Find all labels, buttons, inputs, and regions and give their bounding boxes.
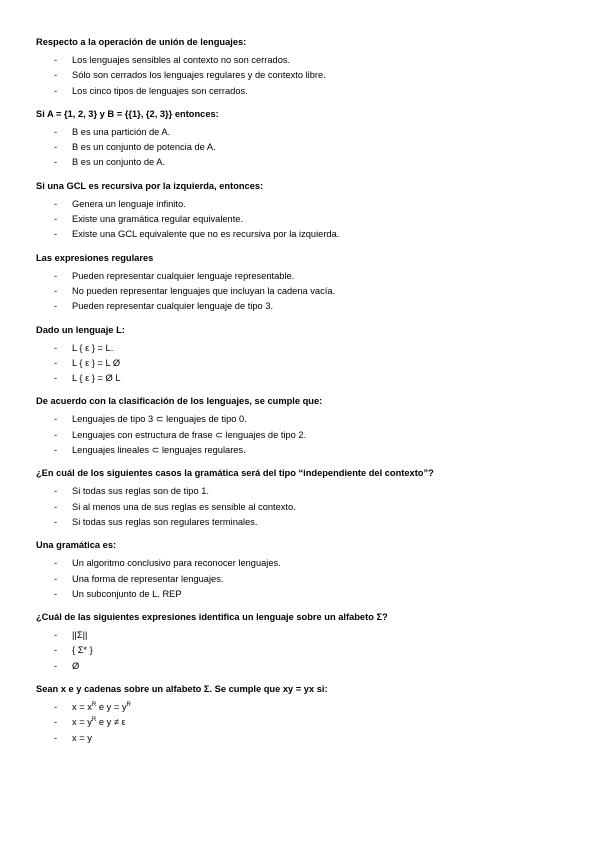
option-list	[36, 484, 576, 530]
option-item	[36, 700, 576, 715]
dash-bullet: -	[54, 229, 58, 240]
option-list	[36, 269, 576, 315]
question-block	[36, 539, 576, 602]
dash-bullet: -	[54, 630, 58, 641]
dash-bullet: -	[54, 429, 58, 440]
question-title: Si A = {1, 2, 3} y B = {{1}, {2, 3}} entonces:	[36, 108, 219, 119]
option-list	[36, 197, 576, 243]
option-item	[36, 643, 576, 658]
option-item	[36, 628, 576, 643]
option-item	[36, 484, 576, 499]
option-item	[36, 428, 576, 443]
dash-bullet: -	[54, 717, 58, 728]
option-item	[36, 731, 576, 746]
option-text: Lenguajes de tipo 3 ⊂ lenguajes de tipo 0.	[72, 414, 247, 425]
option-text: $x = y^R$ e y ≠ ε	[72, 717, 126, 728]
question-block	[36, 683, 576, 746]
option-list	[36, 53, 576, 99]
option-item	[36, 155, 576, 170]
option-text: $x = x^R$ e $y = y^R$	[72, 701, 131, 713]
question-title: Si una GCL es recursiva por la izquierda, entonces:	[36, 180, 264, 191]
option-item	[36, 84, 576, 99]
option-list	[36, 412, 576, 458]
option-item	[36, 68, 576, 83]
dash-bullet: -	[54, 645, 58, 656]
option-text: Ø	[72, 660, 80, 671]
dash-bullet: -	[54, 55, 58, 65]
option-item	[36, 140, 576, 155]
question-title: Las expresiones regulares	[36, 252, 154, 263]
option-item	[36, 125, 576, 140]
option-list	[36, 556, 576, 602]
option-item	[36, 556, 576, 571]
option-text: Si todas sus reglas son de tipo 1.	[72, 486, 209, 497]
option-item	[36, 53, 576, 68]
dash-bullet: -	[54, 285, 58, 296]
option-text: Lenguajes lineales ⊂ lenguajes regulares.	[72, 445, 246, 456]
option-text: Los cinco tipos de lenguajes son cerrados.	[72, 85, 248, 96]
dash-bullet: -	[54, 142, 58, 153]
dash-bullet: -	[54, 660, 58, 671]
option-text: Si todas sus reglas son regulares terminales.	[72, 516, 258, 527]
question-block	[36, 180, 576, 243]
question-block	[36, 395, 576, 458]
option-text: L { ε } = L.	[72, 342, 114, 353]
option-list	[36, 341, 576, 387]
dash-bullet: -	[54, 373, 58, 384]
option-text: Existe una gramática regular equivalente.	[72, 214, 244, 225]
question-title: ¿En cuál de los siguientes casos la gramática será del tipo “independiente del contexto”?	[36, 468, 434, 479]
option-item	[36, 284, 576, 299]
option-text: B es una partición de A.	[72, 126, 171, 137]
dash-bullet: -	[54, 126, 58, 137]
option-item	[36, 587, 576, 602]
dash-bullet: -	[54, 214, 58, 225]
dash-bullet: -	[54, 516, 58, 527]
option-item	[36, 515, 576, 530]
option-item	[36, 197, 576, 212]
option-text: Los lenguajes sensibles al contexto no son cerrados.	[72, 55, 291, 65]
option-text: Lenguajes con estructura de frase ⊂ lenguajes de tipo 2.	[72, 429, 307, 440]
dash-bullet: -	[54, 157, 58, 168]
option-item	[36, 412, 576, 427]
dash-bullet: -	[54, 270, 58, 281]
option-text: Si al menos una de sus reglas es sensible al contexto.	[72, 501, 296, 512]
option-item	[36, 227, 576, 242]
dash-bullet: -	[54, 357, 58, 368]
dash-bullet: -	[54, 70, 58, 81]
option-text: Un subconjunto de L. REP	[72, 588, 182, 599]
dash-bullet: -	[54, 486, 58, 497]
option-text: B es un conjunto de A.	[72, 157, 166, 168]
dash-bullet: -	[54, 414, 58, 425]
option-item	[36, 299, 576, 314]
option-text: Pueden representar cualquier lenguaje representable.	[72, 270, 295, 281]
dash-bullet: -	[54, 501, 58, 512]
dash-bullet: -	[54, 445, 58, 456]
option-list	[36, 125, 576, 171]
option-text: Existe una GCL equivalente que no es recursiva por la izquierda.	[72, 229, 340, 240]
question-block	[36, 108, 576, 171]
question-block	[36, 324, 576, 387]
option-item	[36, 212, 576, 227]
dash-bullet: -	[54, 588, 58, 599]
option-item	[36, 715, 576, 730]
dash-bullet: -	[54, 85, 58, 96]
question-title: ¿Cuál de las siguientes expresiones identifica un lenguaje sobre un alfabeto Σ?	[36, 612, 388, 623]
option-text: B es un conjunto de potencia de A.	[72, 142, 216, 153]
question-title: Una gramática es:	[36, 540, 117, 551]
option-text: L { ε } = Ø L	[72, 373, 121, 384]
option-item	[36, 443, 576, 458]
option-text: x = y	[72, 732, 92, 743]
option-text: Sólo son cerrados los lenguajes regulares y de contexto libre.	[72, 70, 326, 81]
option-item	[36, 371, 576, 386]
option-text: { Σ* }	[72, 645, 93, 656]
option-text: Un algoritmo conclusivo para reconocer lenguajes.	[72, 558, 281, 569]
option-item	[36, 341, 576, 356]
option-text: Una forma de representar lenguajes.	[72, 573, 224, 584]
option-text: ||Σ||	[72, 630, 88, 641]
option-list	[36, 628, 576, 674]
option-item	[36, 659, 576, 674]
option-text: Pueden representar cualquier lenguaje de tipo 3.	[72, 301, 274, 312]
question-block	[36, 611, 576, 674]
option-text: No pueden representar lenguajes que incluyan la cadena vacía.	[72, 285, 336, 296]
dash-bullet: -	[54, 198, 58, 209]
document-body	[36, 36, 576, 755]
question-block	[36, 252, 576, 315]
option-item	[36, 500, 576, 515]
question-title: Dado un lenguaje L:	[36, 324, 125, 335]
dash-bullet: -	[54, 342, 58, 353]
question-title: Respecto a la operación de unión de lenguajes:	[36, 37, 247, 47]
question-block	[36, 467, 576, 530]
question-title: De acuerdo con la clasificación de los lenguajes, se cumple que:	[36, 396, 323, 407]
dash-bullet: -	[54, 732, 58, 743]
dash-bullet: -	[54, 301, 58, 312]
option-text: Genera un lenguaje infinito.	[72, 198, 186, 209]
option-item	[36, 356, 576, 371]
option-item	[36, 572, 576, 587]
dash-bullet: -	[54, 702, 58, 713]
option-item	[36, 269, 576, 284]
dash-bullet: -	[54, 573, 58, 584]
dash-bullet: -	[54, 558, 58, 569]
option-list	[36, 700, 576, 746]
question-block	[36, 36, 576, 99]
option-text: L { ε } = L Ø	[72, 357, 121, 368]
question-title: Sean x e y cadenas sobre un alfabeto Σ. Se cumple que xy = yx si:	[36, 684, 328, 695]
